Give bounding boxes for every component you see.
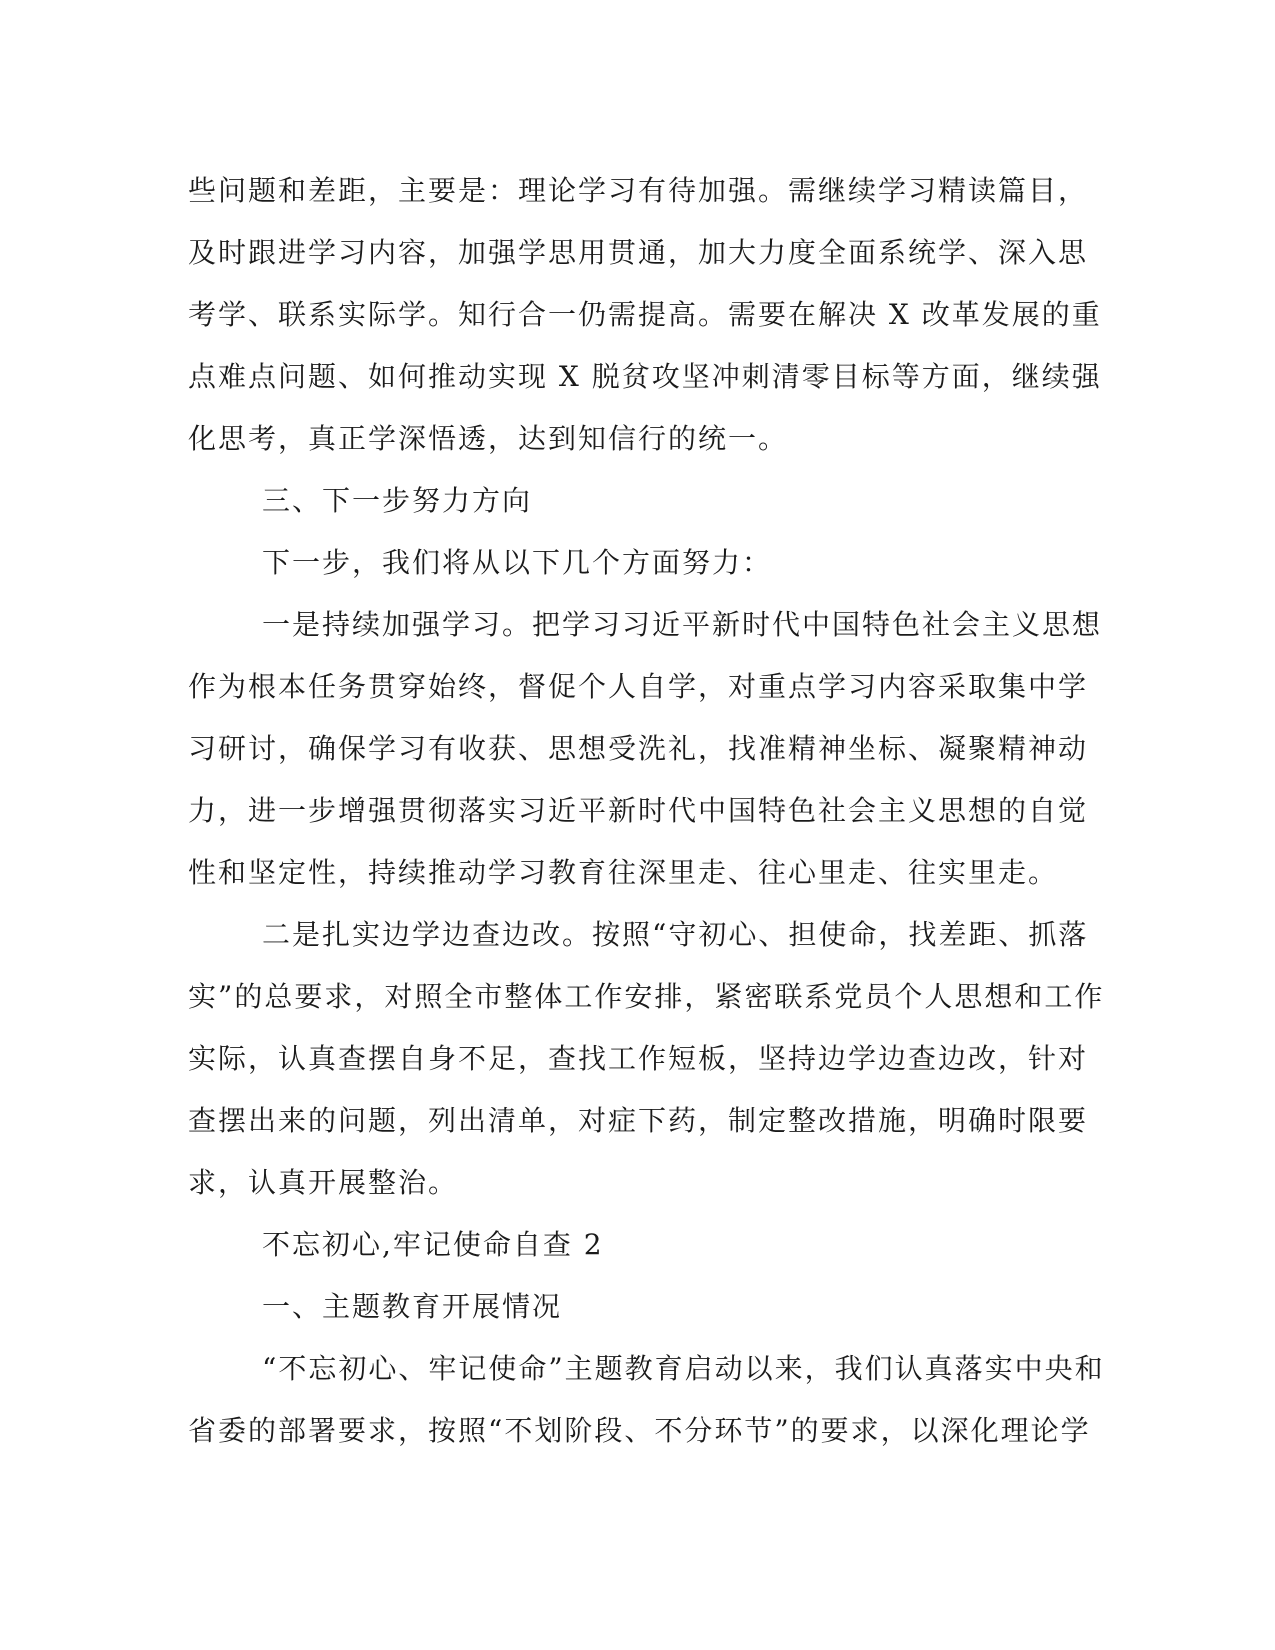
text-line: 一、主题教育开展情况 — [262, 1290, 563, 1323]
text-line: 实际，认真查摆自身不足，查找工作短板，坚持边学边查边改，针对 — [188, 1042, 1089, 1075]
text-line: 性和坚定性，持续推动学习教育往深里走、往心里走、往实里走。 — [188, 856, 1059, 889]
text-line: 下一步，我们将从以下几个方面努力： — [262, 546, 773, 579]
text-line: 些问题和差距，主要是：理论学习有待加强。需继续学习精读篇目， — [188, 174, 1089, 207]
text-line: 实”的总要求，对照全市整体工作安排，紧密联系党员个人思想和工作 — [188, 980, 1105, 1013]
text-line: 化思考，真正学深悟透，达到知信行的统一。 — [188, 422, 789, 455]
text-line: “不忘初心、牢记使命”主题教育启动以来，我们认真落实中央和 — [262, 1352, 1105, 1385]
text-line: 一是持续加强学习。把学习习近平新时代中国特色社会主义思想 — [262, 608, 1103, 641]
document-body — [188, 160, 1105, 1462]
text-line: 及时跟进学习内容，加强学思用贯通，加大力度全面系统学、深入思 — [188, 236, 1089, 269]
text-line: 考学、联系实际学。知行合一仍需提高。需要在解决 X 改革发展的重 — [188, 298, 1102, 331]
text-line: 作为根本任务贯穿始终，督促个人自学，对重点学习内容采取集中学 — [188, 670, 1089, 703]
text-line: 查摆出来的问题，列出清单，对症下药，制定整改措施，明确时限要 — [188, 1104, 1089, 1137]
text-line: 点难点问题、如何推动实现 X 脱贫攻坚冲刺清零目标等方面，继续强 — [188, 360, 1102, 393]
text-line: 求，认真开展整治。 — [188, 1166, 459, 1199]
text-line: 习研讨，确保学习有收获、思想受洗礼，找准精神坐标、凝聚精神动 — [188, 732, 1089, 765]
text-line: 力，进一步增强贯彻落实习近平新时代中国特色社会主义思想的自觉 — [188, 794, 1089, 827]
text-line: 不忘初心,牢记使命自查 2 — [262, 1228, 604, 1261]
text-line: 三、下一步努力方向 — [262, 484, 533, 517]
text-line: 省委的部署要求，按照“不划阶段、不分环节”的要求，以深化理论学 — [188, 1414, 1091, 1447]
text-line: 二是扎实边学边查边改。按照“守初心、担使命，找差距、抓落 — [262, 918, 1089, 951]
